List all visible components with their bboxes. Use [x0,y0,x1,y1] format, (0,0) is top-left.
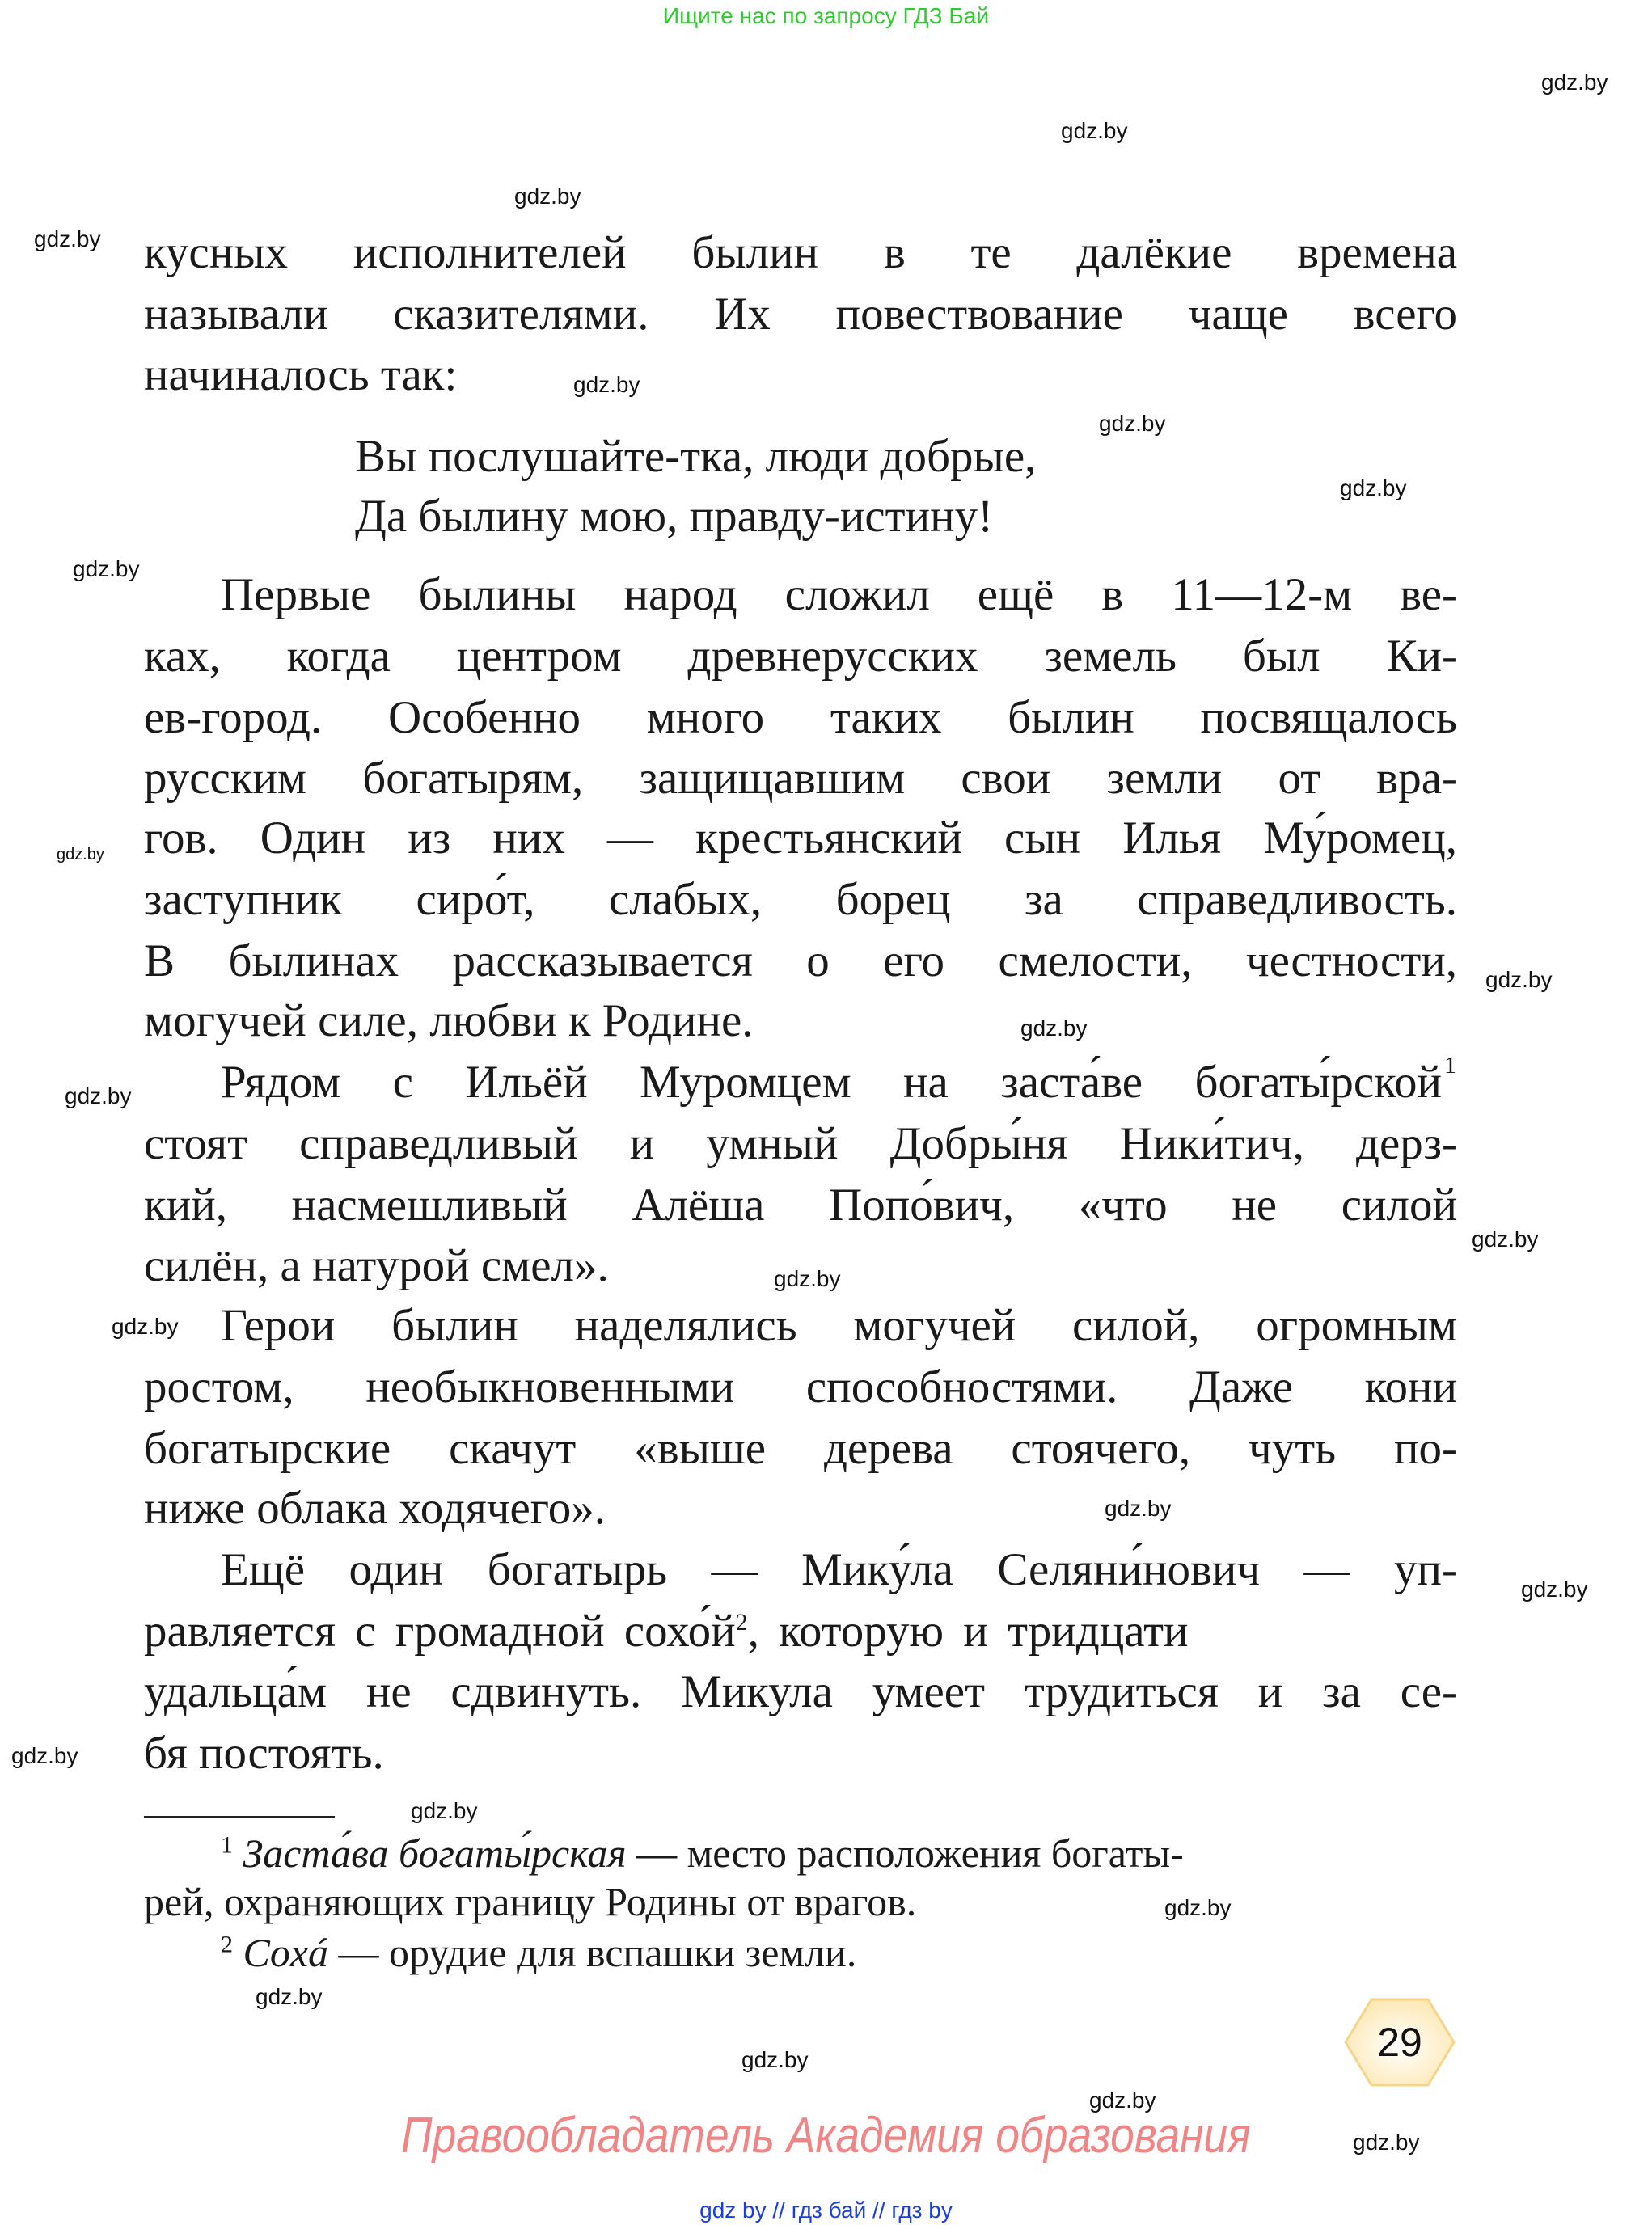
footnote-text: — орудие для вспашки земли. [328,1930,857,1975]
text-line: кий, насмешливый Алёша Попо́вич, «что не силой [144,1180,1457,1231]
watermark: gdz.by [1340,475,1407,500]
text-line: заступник сиро́т, слабых, борец за справедливость. [144,874,1457,925]
watermark: gdz.by [1353,2130,1420,2155]
text-line: ростом, необыкновенными способностями. Даже кони [144,1362,1457,1412]
text-line: Герои былин наделялись могучей силой, огромным [221,1300,1457,1351]
footnote-text: — место расположения богаты- [626,1830,1184,1876]
page-number: 29 [1377,2020,1422,2065]
watermark: gdz.by [1089,2088,1156,2113]
watermark: gdz.by [774,1266,841,1291]
footnote-term: Заста́ва богаты́рская [243,1830,627,1876]
text-line: гов. Один из них — крестьянский сын Илья Му́ромец, [144,813,1457,863]
footnote-term: Coxá [243,1930,329,1975]
text-line: ниже облака ходячего». [144,1483,606,1534]
text-line: называли сказителями. Их повествование чаще всего [144,289,1457,340]
text-line: Первые былины народ сложил ещё в 11—12-м ве- [221,569,1457,620]
top-banner[interactable]: Ищите нас по запросу ГДЗ Бай [662,3,990,28]
footnote-mark: 1 [221,1831,233,1859]
watermark: gdz.by [34,226,101,251]
text-line: Ещё один богатырь — Мику́ла Селяни́нович — уп- [221,1544,1457,1595]
text-line: начиналось так: [144,349,458,400]
footnote-mark: 2 [221,1931,233,1958]
footnote-divider [144,1816,335,1818]
bottom-links[interactable]: gdz by // гдз бай // гдз by [699,2198,953,2223]
watermark: gdz.by [573,372,640,397]
verse-line: Вы послушайте-тка, люди добрые, [355,431,1037,482]
watermark: gdz.by [1099,411,1166,436]
text-line [221,1054,1442,1111]
text-span: равляется с громадной сохо́й [144,1606,736,1657]
watermark: gdz.by [112,1314,179,1339]
watermark: gdz.by [1061,118,1128,143]
text-line: русским богатырям, защищавшим свои земли от вра- [144,753,1457,804]
text-line: силён, а натурой смел». [144,1240,609,1291]
text-line: кусных исполнителей былин в те далёкие времена [144,227,1457,278]
watermark: gdz.by [11,1743,78,1768]
page-number-badge [1343,1997,1456,2088]
text-span: , которую и тридцати [747,1606,1189,1657]
text-line [144,1603,1457,1660]
text-line: ках, когда центром древнерусских земель был Ки- [144,631,1457,682]
text-line: могучей силе, любви к Родине. [144,995,754,1046]
footnote-ref-2[interactable]: 2 [735,1609,748,1636]
watermark: gdz.by [65,1083,132,1108]
watermark: gdz.by [1164,1895,1232,1920]
watermark: gdz.by [1020,1015,1088,1041]
text-line: удальца́м не сдвинуть. Микула умеет трудиться и за се- [144,1666,1457,1717]
verse-line: Да былину мою, правду-истину! [355,491,994,542]
footnote-1 [221,1829,1184,1877]
watermark: gdz.by [1541,70,1608,95]
watermark: gdz.by [411,1798,478,1823]
watermark: gdz.by [741,2047,809,2072]
watermark: gdz.by [1105,1496,1172,1521]
text-line: стоят справедливый и умный Добры́ня Ники́тич, дерз- [144,1118,1457,1169]
watermark: gdz.by [1521,1577,1588,1602]
watermark: gdz.by [1472,1226,1539,1252]
watermark: gdz.by [256,1984,323,2009]
watermark: gdz.by [1485,967,1553,992]
copyright-owner: Правообладатель Академия образования [400,2108,1251,2164]
watermark: gdz.by [57,846,104,863]
footnote-1-cont: рей, охраняющих границу Родины от врагов. [144,1879,917,1924]
text-span: Рядом с Ильёй Муромцем на заста́ве богаты́рской [221,1057,1442,1108]
text-line: бя постоять. [144,1728,384,1779]
footnote-2 [221,1928,856,1977]
text-line: богатырские скачут «выше дерева стоячего, чуть по- [144,1423,1457,1474]
watermark: gdz.by [514,184,581,209]
watermark: gdz.by [73,556,140,581]
text-line: В былинах рассказывается о его смелости, честности, [144,935,1457,986]
text-line: ев-город. Особенно много таких былин посвящалось [144,692,1457,743]
